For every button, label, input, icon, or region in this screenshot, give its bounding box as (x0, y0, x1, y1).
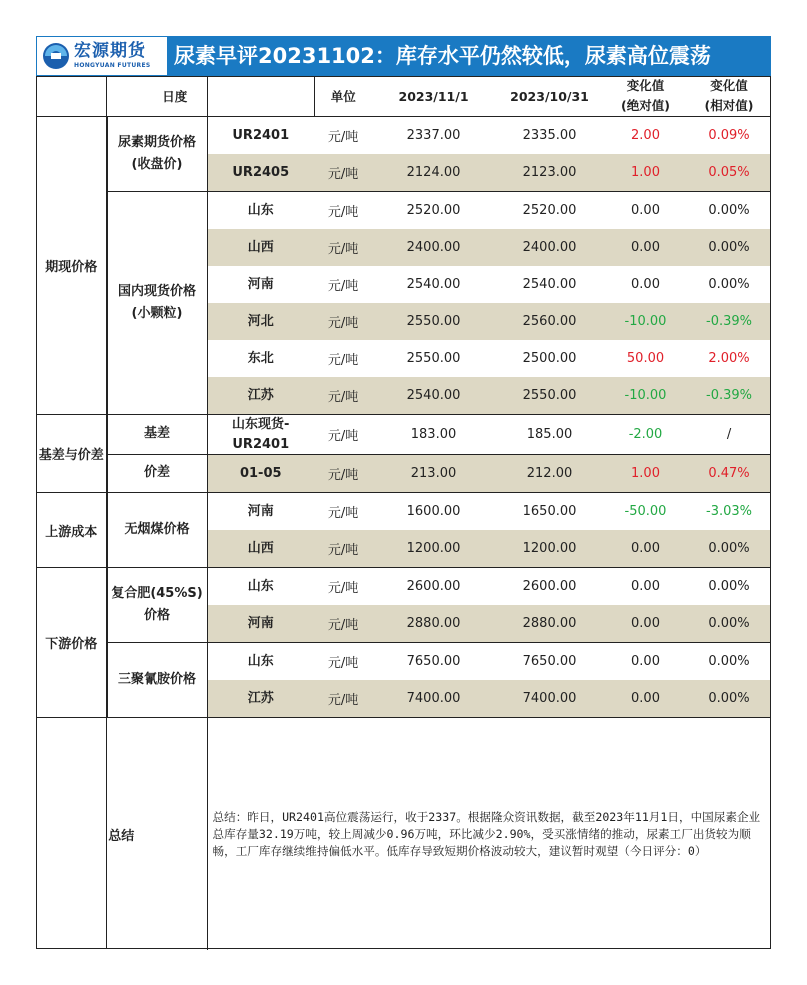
subcategory-label: 基差 (107, 415, 207, 455)
unit-cell: 元/吨 (327, 353, 359, 368)
unit-cell: 元/吨 (327, 279, 359, 294)
rel-change-cell: 0.00% (687, 605, 771, 643)
value-date-1: 2520.00 (406, 203, 461, 218)
item-cell: 东北 (247, 350, 274, 366)
abs-change-cell: 2.00 (631, 128, 660, 143)
unit-cell: 元/吨 (327, 656, 359, 671)
item-cell: 山东 (247, 653, 274, 669)
abs-change-cell: 0.00 (604, 680, 687, 718)
rel-change-cell: 0.05% (687, 154, 771, 192)
unit-cell: 元/吨 (314, 455, 372, 493)
table-row (36, 117, 771, 155)
value-date-1: 2600.00 (406, 579, 461, 594)
value-date-2: 2520.00 (522, 203, 577, 218)
value-date-2: 185.00 (495, 415, 604, 455)
subcategory-label: 价差 (107, 455, 207, 493)
value-date-1: 2337.00 (406, 128, 461, 143)
item-cell: 山西 (207, 229, 314, 266)
value-date-2: 2560.00 (495, 303, 604, 340)
value-date-1: 1200.00 (372, 530, 495, 568)
value-date-2: 2123.00 (495, 154, 604, 192)
rel-change-cell: -0.39% (687, 303, 771, 340)
value-date-2: 2550.00 (495, 377, 604, 415)
value-date-2: 1650.00 (522, 504, 577, 519)
table-row (36, 493, 771, 531)
value-date-1: 2550.00 (406, 351, 461, 366)
abs-change-cell: 0.00 (604, 229, 687, 266)
abs-change-cell: 0.00 (631, 203, 660, 218)
rel-change-cell: 0.00% (687, 680, 771, 718)
category-label: 期现价格 (36, 117, 107, 415)
hongyuan-logo-icon (42, 42, 70, 70)
abs-change-cell: -2.00 (604, 415, 687, 455)
value-date-1: 2550.00 (372, 303, 495, 340)
item-cell: 山东 (247, 578, 274, 594)
rel-change-cell: 2.00% (708, 351, 750, 366)
abs-change-cell: 0.00 (631, 654, 660, 669)
summary-text: 总结：昨日，UR2401高位震荡运行，收于2337。根据隆众资讯数据，截至2023年11月1日，中国尿素企业总库存量32.19万吨，较上周减少0.96万吨，环比减少2.90%，受买涨情绪的推动，尿素工厂出货较为顺畅，工厂库存继续维持偏低水平。低库存导致短期价格波动较大，建议暂时观望（今日评分：0） (212, 809, 761, 858)
value-date-2: 1200.00 (495, 530, 604, 568)
unit-cell: 元/吨 (314, 154, 372, 192)
subcategory-label: 复合肥(45%S) 价格 (107, 568, 207, 643)
abs-change-cell: 0.00 (604, 530, 687, 568)
unit-cell: 元/吨 (314, 303, 372, 340)
unit-cell: 元/吨 (327, 130, 359, 145)
value-date-1: 7400.00 (372, 680, 495, 718)
rel-change-cell: 0.09% (708, 128, 750, 143)
category-label: 基差与价差 (36, 415, 107, 493)
rel-change-cell: / (687, 415, 771, 455)
value-date-1: 2540.00 (372, 377, 495, 415)
table-row (36, 643, 771, 681)
summary-row (36, 718, 771, 951)
item-cell: 河南 (207, 605, 314, 643)
value-date-1: 2400.00 (372, 229, 495, 266)
category-label: 下游价格 (36, 568, 107, 718)
header-abs-change: 变化值 (绝对值) (604, 76, 687, 117)
value-date-2: 2500.00 (522, 351, 577, 366)
abs-change-cell: 0.00 (631, 579, 660, 594)
unit-cell: 元/吨 (327, 581, 359, 596)
abs-change-cell: 50.00 (626, 351, 665, 366)
value-date-2: 2540.00 (522, 277, 577, 292)
unit-cell: 元/吨 (314, 415, 372, 455)
logo-english-name: HONGYUAN FUTURES (74, 62, 151, 69)
value-date-1: 2540.00 (406, 277, 461, 292)
rel-change-cell: 0.00% (687, 530, 771, 568)
header-dimension: 日度 (36, 76, 314, 117)
value-date-1: 2880.00 (372, 605, 495, 643)
value-date-2: 2880.00 (495, 605, 604, 643)
rel-change-cell: -3.03% (706, 504, 753, 519)
item-cell: 山东 (247, 202, 274, 218)
rel-change-cell: 0.00% (708, 277, 750, 292)
abs-change-cell: 1.00 (604, 455, 687, 493)
header-unit: 单位 (314, 76, 372, 117)
abs-change-cell: 0.00 (604, 605, 687, 643)
summary-label: 总结 (36, 718, 207, 951)
subcategory-label: 国内现货价格 (小颗粒) (107, 192, 207, 415)
value-date-2: 212.00 (495, 455, 604, 493)
rel-change-cell: 0.47% (687, 455, 771, 493)
unit-cell: 元/吨 (314, 605, 372, 643)
price-table (36, 76, 771, 950)
value-date-2: 7650.00 (522, 654, 577, 669)
item-cell: 山东现货- UR2401 (207, 415, 314, 455)
rel-change-cell: 0.00% (708, 654, 750, 669)
subcategory-label: 尿素期货价格 (收盘价) (107, 117, 207, 192)
unit-cell: 元/吨 (314, 680, 372, 718)
report-banner (36, 36, 771, 76)
unit-cell: 元/吨 (327, 506, 359, 521)
value-date-2: 7400.00 (495, 680, 604, 718)
value-date-1: 1600.00 (406, 504, 461, 519)
rel-change-cell: -0.39% (687, 377, 771, 415)
value-date-1: 183.00 (372, 415, 495, 455)
table-row (36, 455, 771, 493)
item-cell: 山西 (207, 530, 314, 568)
item-cell: UR2401 (232, 127, 290, 143)
table-row (36, 192, 771, 230)
subcategory-label: 三聚氰胺价格 (107, 643, 207, 718)
header-date-1: 2023/11/1 (372, 76, 495, 117)
report-title: 尿素早评20231102：库存水平仍然较低，尿素高位震荡 (174, 44, 711, 68)
value-date-2: 2335.00 (522, 128, 577, 143)
item-cell: 江苏 (207, 377, 314, 415)
item-cell: UR2405 (207, 154, 314, 192)
abs-change-cell: -10.00 (604, 377, 687, 415)
abs-change-cell: -10.00 (604, 303, 687, 340)
report-sheet (36, 36, 771, 950)
category-label: 上游成本 (36, 493, 107, 568)
rel-change-cell: 0.00% (708, 579, 750, 594)
item-cell: 01-05 (207, 455, 314, 493)
subcategory-label: 无烟煤价格 (107, 493, 207, 568)
item-cell: 河南 (247, 276, 274, 292)
table-header-row (36, 76, 771, 117)
abs-change-cell: 0.00 (631, 277, 660, 292)
value-date-1: 213.00 (372, 455, 495, 493)
logo-chinese-name: 宏源期货 (74, 41, 146, 61)
table-row (36, 415, 771, 455)
abs-change-cell: -50.00 (624, 504, 667, 519)
unit-cell: 元/吨 (314, 530, 372, 568)
item-cell: 江苏 (207, 680, 314, 718)
rel-change-cell: 0.00% (687, 229, 771, 266)
value-date-2: 2600.00 (522, 579, 577, 594)
item-cell: 河南 (247, 503, 274, 519)
header-rel-change: 变化值 (相对值) (687, 76, 771, 117)
unit-cell: 元/吨 (314, 377, 372, 415)
abs-change-cell: 1.00 (604, 154, 687, 192)
unit-cell: 元/吨 (314, 229, 372, 266)
company-logo (36, 36, 168, 76)
value-date-1: 7650.00 (406, 654, 461, 669)
table-row (36, 568, 771, 606)
item-cell: 河北 (207, 303, 314, 340)
unit-cell: 元/吨 (327, 205, 359, 220)
value-date-1: 2124.00 (372, 154, 495, 192)
value-date-2: 2400.00 (495, 229, 604, 266)
rel-change-cell: 0.00% (708, 203, 750, 218)
header-date-2: 2023/10/31 (495, 76, 604, 117)
